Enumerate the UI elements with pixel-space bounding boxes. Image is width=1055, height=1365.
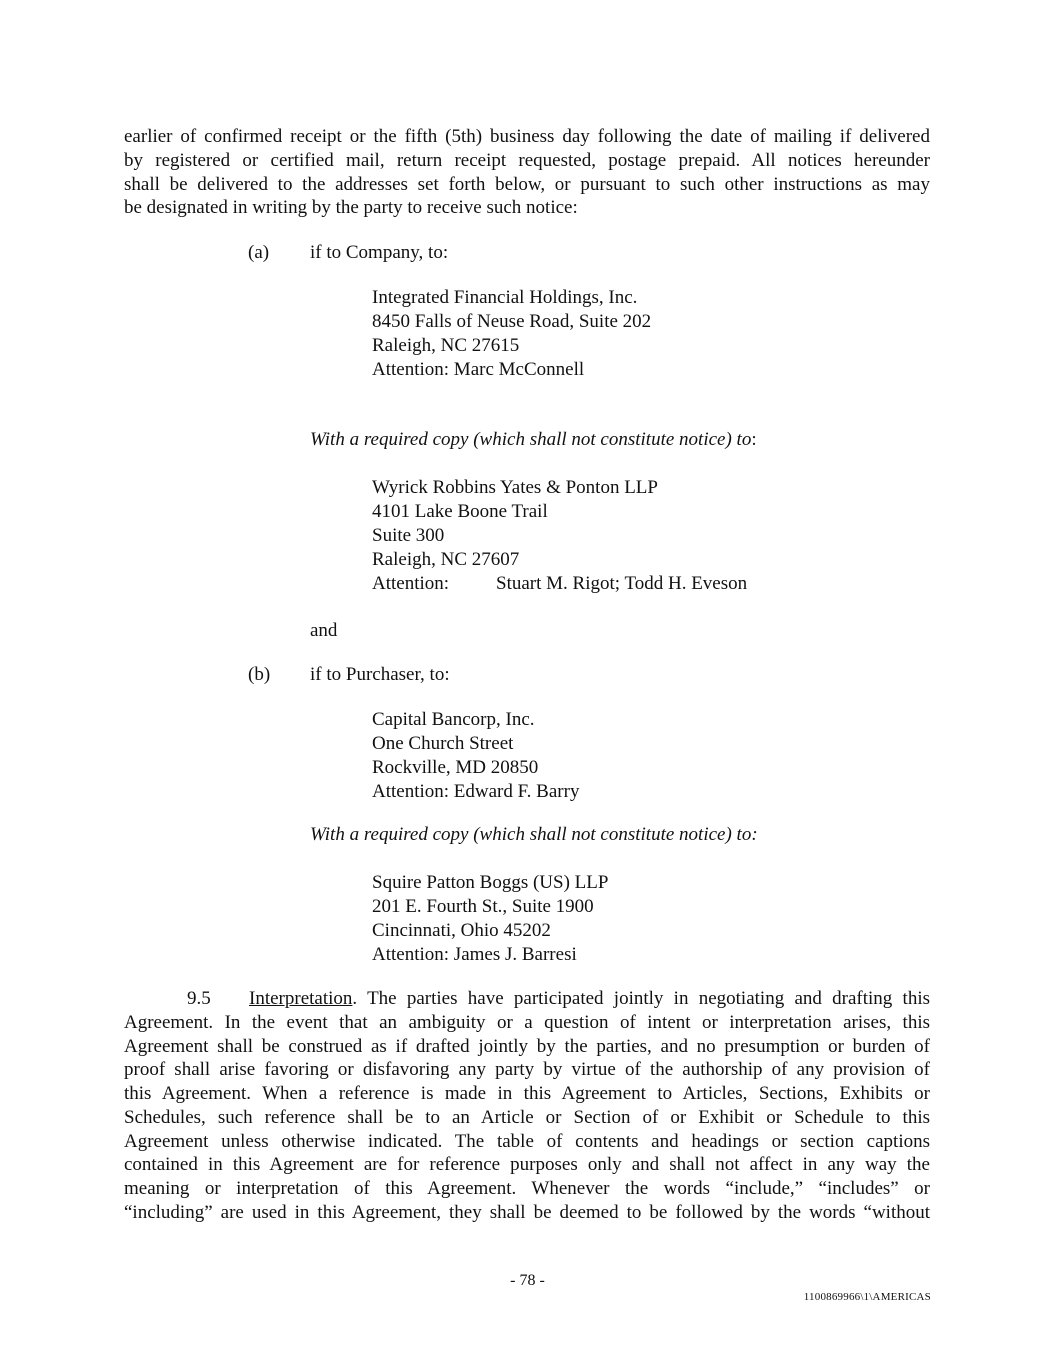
section-9-5-paragraph [124,987,930,1225]
intro-line: earlier of confirmed receipt or the fifth (5th) business day following the date of mailing if delivered [124,126,930,147]
intro-paragraph [124,125,930,220]
and-connector: and [310,620,338,641]
address-line: Cincinnati, Ohio 45202 [372,920,551,941]
section-first-line-text: . The parties have participated jointly in negotiating and drafting this [352,988,930,1009]
purchaser-copy-address-block [372,871,608,967]
address-line: Raleigh, NC 27615 [372,335,520,356]
address-line: 4101 Lake Boone Trail [372,501,548,522]
address-line: Wyrick Robbins Yates & Ponton LLP [372,477,658,498]
intro-line: by registered or certified mail, return receipt requested, postage prepaid. All notices hereunder [124,149,930,171]
copy-label-text: With a required copy (which shall not constitute notice) to [310,429,752,450]
intro-line: shall be delivered to the addresses set forth below, or pursuant to such other instructions as may [124,173,930,195]
address-line: Attention: James J. Barresi [372,944,577,965]
attention-line [372,572,747,596]
address-line: Integrated Financial Holdings, Inc. [372,287,638,308]
company-copy-label [310,428,757,452]
purchaser-marker: (b) [248,664,271,685]
address-line: Attention: Marc McConnell [372,359,585,380]
address-line: Raleigh, NC 27607 [372,549,520,570]
attention-label: Attention: [372,573,450,594]
section-line: contained in this Agreement are for reference purposes only and shall not affect in any way the [124,1154,930,1176]
section-first-line [124,987,930,1011]
company-heading: if to Company, to: [310,242,449,263]
document-id: 1100869966\1\AMERICAS [803,1291,931,1303]
section-line: Schedules, such reference shall be to an Article or Section of or Exhibit or Schedule to this [124,1106,930,1128]
address-line: Suite 300 [372,525,445,546]
company-copy-address-block [372,476,747,596]
address-line: 201 E. Fourth St., Suite 1900 [372,896,594,917]
section-line: meaning or interpretation of this Agreement. Whenever the words “include,” “includes” or [124,1178,930,1199]
copy-label-colon: : [751,429,757,450]
company-marker: (a) [248,242,270,263]
section-line: proof shall arise favoring or disfavoring any party by virtue of the authorship of any provision of [124,1059,930,1081]
page-number: - 78 - [510,1272,545,1289]
section-title: Interpretation [249,988,353,1009]
section-line: this Agreement. When a reference is made in this Agreement to Articles, Sections, Exhibits or [124,1083,930,1104]
company-address-block [372,286,651,382]
intro-line: be designated in writing by the party to receive such notice: [124,197,578,219]
section-line: Agreement unless otherwise indicated. The table of contents and headings or section captions [124,1130,930,1152]
purchaser-heading: if to Purchaser, to: [310,664,450,685]
purchaser-address-block [372,708,579,804]
section-line: “including” are used in this Agreement, they shall be deemed to be followed by the words “without [124,1201,930,1223]
section-line: Agreement. In the event that an ambiguity or a question of intent or interpretation arises, this [124,1011,930,1033]
purchaser-copy-label: With a required copy (which shall not constitute notice) to: [310,824,758,845]
address-line: Capital Bancorp, Inc. [372,709,535,730]
address-line: One Church Street [372,733,514,754]
attention-names: Stuart M. Rigot; Todd H. Eveson [496,573,748,594]
address-line: Attention: Edward F. Barry [372,781,580,802]
address-line: 8450 Falls of Neuse Road, Suite 202 [372,311,652,332]
section-line: Agreement shall be construed as if drafted jointly by the parties, and no presumption or burden of [124,1035,930,1057]
address-line: Rockville, MD 20850 [372,757,539,778]
address-line: Squire Patton Boggs (US) LLP [372,872,609,893]
section-number: 9.5 [187,988,211,1009]
